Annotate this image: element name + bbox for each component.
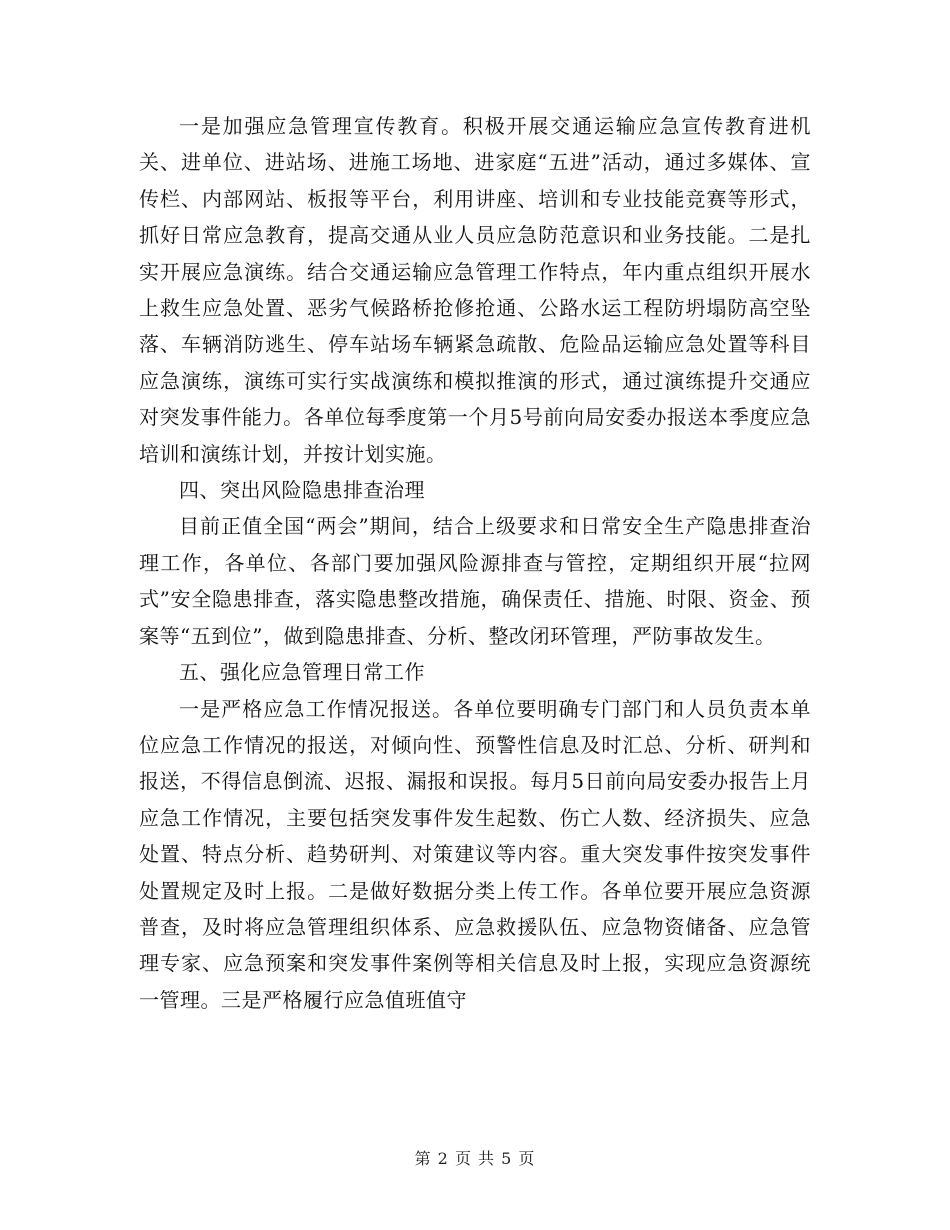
section-heading-risk-inspection: 四、突出风险隐患排查治理 xyxy=(179,478,425,503)
document-body xyxy=(139,108,811,1018)
paragraph-emergency-education-drills: 一是加强应急管理宣传教育。积极开展交通运输应急宣传教育进机关、进单位、进站场、进施工场地、进家庭“五进”活动，通过多媒体、宣传栏、内部网站、板报等平台，利用讲座、培训和专业技能竞赛等形式，抓好日常应急教育，提高交通从业人员应急防范意识和业务技能。二是扎实开展应急演练。结合交通运输应急管理工作特点，年内重点组织开展水上救生应急处置、恶劣气候路桥抢修抢通、公路水运工程防坍塌防高空坠落、车辆消防逃生、停车站场车辆紧急疏散、危险品运输应急处置等科目应急演练，演练可实行实战演练和模拟推演的形式，通过演练提升交通应对突发事件能力。各单位每季度第一个月5号前向局安委办报送本季度应急培训和演练计划，并按计划实施。 xyxy=(139,114,811,466)
page-footer: 第 2 页 共 5 页 xyxy=(414,1149,536,1168)
section-heading-daily-work: 五、强化应急管理日常工作 xyxy=(179,660,425,685)
paragraph-daily-work: 一是严格应急工作情况报送。各单位要明确专门部门和人员负责本单位应急工作情况的报送，对倾向性、预警性信息及时汇总、分析、研判和报送，不得信息倒流、迟报、漏报和误报。每月5日前向局安委办报告上月应急工作情况，主要包括突发事件发生起数、伤亡人数、经济损失、应急处置、特点分析、趋势研判、对策建议等内容。重大突发事件按突发事件处置规定及时上报。二是做好数据分类上传工作。各单位要开展应急资源普查，及时将应急管理组织体系、应急救援队伍、应急物资储备、应急管理专家、应急预案和突发事件案例等相关信息及时上报，实现应急资源统一管理。三是严格履行应急值班值守 xyxy=(139,696,811,1012)
paragraph-risk-inspection: 目前正值全国“两会”期间，结合上级要求和日常安全生产隐患排查治理工作，各单位、各部门要加强风险源排查与管控，定期组织开展“拉网式”安全隐患排查，落实隐患整改措施，确保责任、措施、时限、资金、预案等“五到位”，做到隐患排查、分析、整改闭环管理，严防事故发生。 xyxy=(139,514,811,648)
